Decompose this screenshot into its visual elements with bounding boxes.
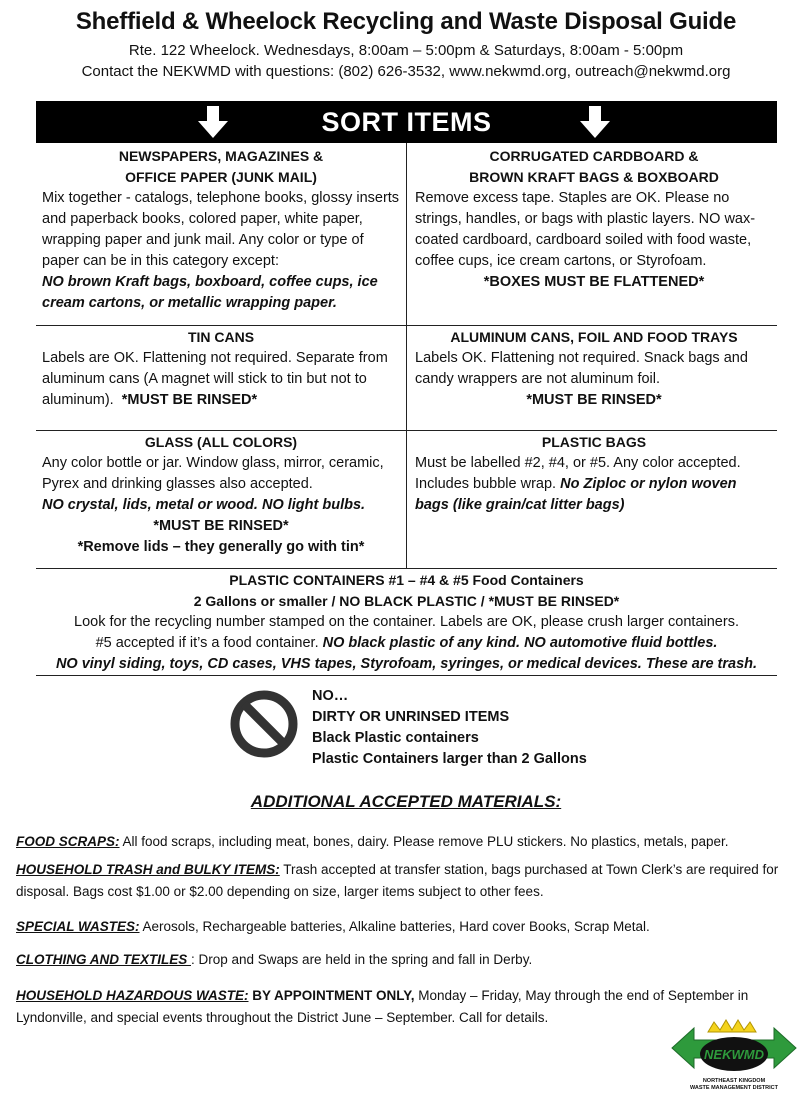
section-heading: ALUMINUM CANS, FOIL AND FOOD TRAYS <box>450 329 738 345</box>
section-body <box>36 633 777 654</box>
section-body: Labels OK. Flattening not required. Snack bags and candy wrappers are not aluminum foil. <box>415 350 748 387</box>
section-note: NO vinyl siding, toys, CD cases, VHS tapes, Styrofoam, syringes, or medical devices. These are trash. <box>55 656 758 672</box>
location-hours: Rte. 122 Wheelock. Wednesdays, 8:00am – 5:00pm & Saturdays, 8:00am - 5:00pm <box>128 42 684 59</box>
list-item: Plastic Containers larger than 2 Gallons <box>312 751 587 767</box>
section-body <box>42 348 400 411</box>
paragraph-label: HOUSEHOLD HAZARDOUS WASTE: <box>16 988 249 1003</box>
section-note: NO brown Kraft bags, boxboard, coffee cups, ice cream cartons, or metallic wrapping paper. <box>42 274 378 311</box>
paragraph-label: FOOD SCRAPS: <box>16 834 120 849</box>
banner-label: SORT ITEMS <box>321 106 492 137</box>
glass-section <box>42 432 400 558</box>
section-heading: OFFICE PAPER (JUNK MAIL) <box>125 169 317 185</box>
not-accepted-list <box>312 686 587 770</box>
special-wastes-paragraph <box>16 916 796 938</box>
food-scraps-paragraph <box>16 831 796 853</box>
logo-tagline: NORTHEAST KINGDOM <box>702 1078 766 1084</box>
down-arrow-icon <box>196 105 230 139</box>
list-item: Black Plastic containers <box>312 730 479 746</box>
section-body: Remove excess tape. Staples are OK. Please no strings, handles, or bags with plastic layers. NO wax-coated cardboard, cardboard soiled with food waste, coffee cups, ice cream cartons, or Styrofoam. <box>415 190 756 269</box>
section-body: Look for the recycling number stamped on the container. Labels are OK, please crush larger containers. <box>74 614 739 630</box>
section-note: *MUST BE RINSED* <box>121 392 258 408</box>
list-item: DIRTY OR UNRINSED ITEMS <box>312 709 510 725</box>
section-heading: 2 Gallons or smaller / NO BLACK PLASTIC / *MUST BE RINSED* <box>193 593 620 609</box>
paragraph-text: Aerosols, Rechargeable batteries, Alkaline batteries, Hard cover Books, Scrap Metal. <box>139 919 650 934</box>
page-title: Sheffield & Wheelock Recycling and Waste Disposal Guide <box>75 8 737 35</box>
paragraph-text: Trash accepted at transfer station, bags purchased at Town Clerk’s are required for disposal. Bags cost $1.00 or $2.00 depending on size, larger items subject to other fees. <box>16 862 779 899</box>
section-heading: PLASTIC CONTAINERS #1 – #4 & #5 Food Containers <box>229 572 584 588</box>
section-note: NO black plastic of any kind. NO automotive fluid bottles. <box>322 635 718 651</box>
section-note: *BOXES MUST BE FLATTENED* <box>483 274 705 290</box>
paragraph-text: Monday – Friday, May through the end of September in Lyndonville, and special events throughout the District June – September. Call for details. <box>16 988 749 1025</box>
prohibited-icon <box>230 690 298 758</box>
section-body-text: Must be labelled #2, #4, or #5. Any color accepted. Includes bubble wrap. <box>415 455 741 492</box>
cardboard-section <box>415 146 773 293</box>
logo-tagline: WASTE MANAGEMENT DISTRICT <box>690 1085 778 1091</box>
section-body <box>415 453 773 516</box>
section-body-text: Labels are OK. Flattening not required. Separate from aluminum cans (A magnet will stick to tin but not to aluminum). <box>42 350 388 408</box>
divider <box>36 675 777 676</box>
section-heading: BROWN KRAFT BAGS & BOXBOARD <box>469 169 719 185</box>
paragraph-text: All food scraps, including meat, bones, dairy. Please remove PLU stickers. No plastics, metals, paper. <box>119 834 729 849</box>
additional-heading: ADDITIONAL ACCEPTED MATERIALS: <box>250 792 562 811</box>
down-arrow-icon <box>578 105 612 139</box>
section-heading: CORRUGATED CARDBOARD & <box>489 148 699 164</box>
paragraph-label: HOUSEHOLD TRASH and BULKY ITEMS: <box>16 862 280 877</box>
paper-section <box>42 146 400 314</box>
section-note: NO crystal, lids, metal or wood. NO light bulbs. <box>42 497 366 513</box>
section-heading: TIN CANS <box>187 329 255 345</box>
logo-wordmark: NEKWMD <box>704 1047 764 1062</box>
column-divider <box>406 143 407 568</box>
paragraph-label: SPECIAL WASTES: <box>16 919 140 934</box>
divider <box>36 568 777 569</box>
aluminum-section <box>415 327 773 411</box>
section-body: Mix together - catalogs, telephone books, glossy inserts and paperback books, colored paper, white paper, wrapping paper and junk mail. Any color or type of paper can be in this category except: <box>42 190 400 269</box>
section-note: No Ziploc or nylon woven bags (like grain/cat litter bags) <box>415 476 737 513</box>
list-item: NO… <box>312 688 349 704</box>
tin-section <box>42 327 400 411</box>
nekwmd-logo <box>664 1018 798 1094</box>
paragraph-text: : Drop and Swaps are held in the spring and fall in Derby. <box>191 952 533 967</box>
section-heading: PLASTIC BAGS <box>541 434 647 450</box>
section-heading: GLASS (ALL COLORS) <box>144 434 298 450</box>
section-body-text: #5 accepted if it’s a food container. <box>95 635 319 651</box>
clothing-paragraph <box>16 949 796 971</box>
section-heading: NEWSPAPERS, MAGAZINES & <box>118 148 324 164</box>
section-body: Any color bottle or jar. Window glass, mirror, ceramic, Pyrex and drinking glasses also accepted. <box>42 455 384 492</box>
paragraph-label: CLOTHING AND TEXTILES <box>16 952 191 967</box>
household-trash-paragraph <box>16 859 796 903</box>
sort-items-banner <box>36 101 777 143</box>
paragraph-emphasis: BY APPOINTMENT ONLY, <box>248 988 415 1003</box>
section-note: *MUST BE RINSED* <box>526 392 662 408</box>
section-note: *Remove lids – they generally go with tin* <box>77 539 365 555</box>
plastic-containers-section <box>36 570 777 675</box>
contact-info: Contact the NEKWMD with questions: (802) 626-3532, www.nekwmd.org, outreach@nekwmd.org <box>81 63 731 80</box>
plastic-bags-section <box>415 432 773 516</box>
section-note: *MUST BE RINSED* <box>153 518 289 534</box>
